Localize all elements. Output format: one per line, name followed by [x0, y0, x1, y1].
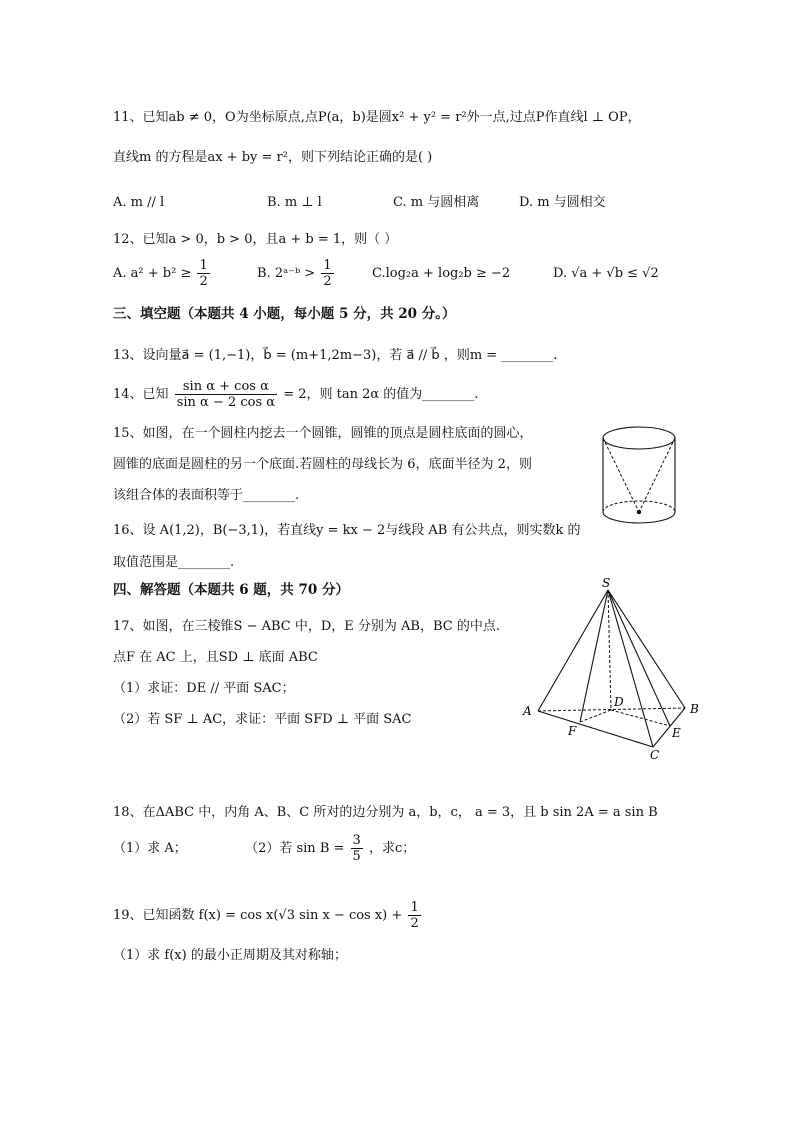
- q12-option-d: D. √a + √b ≤ √2: [553, 266, 659, 281]
- q11-option-c: C. m 与圆相离: [393, 195, 480, 210]
- section-4-heading: 四、解答题（本题共 6 题，共 70 分）: [113, 582, 349, 598]
- edge-SD: [608, 590, 611, 710]
- q12-option-a-numerator: 1: [199, 258, 208, 273]
- edge-SA: [538, 590, 608, 711]
- label-E: E: [672, 726, 681, 740]
- q12-option-b-fraction: [321, 258, 333, 289]
- q14-suffix: = 2，则 tan 2α 的值为________.: [283, 387, 479, 402]
- q13-line: 13、设向量a⃗ = (1,−1)，b⃗ = (m+1,2m−3)，若 a⃗ // b⃗ ，则m = ________.: [113, 348, 558, 363]
- section-3-heading: 三、填空题（本题共 4 小题，每小题 5 分，共 20 分。）: [113, 306, 456, 322]
- edge-FD: [580, 710, 611, 722]
- q19-sub1: （1）求 f(x) 的最小正周期及其对称轴；: [113, 948, 347, 963]
- q12-option-b-denominator: 2: [323, 274, 332, 289]
- q14-denominator: sin α − 2 cos α: [176, 395, 276, 410]
- q12-option-a-text: A. a² + b² ≥: [113, 266, 192, 281]
- q12-option-a-denominator: 2: [199, 274, 208, 289]
- q18-subquestions: [113, 831, 415, 867]
- q19-fraction: [408, 900, 420, 931]
- edge-SB: [608, 590, 685, 708]
- q12-stem: 12、已知a > 0，b > 0，且a + b = 1，则（ ）: [113, 232, 398, 247]
- q15-line3: 该组合体的表面积等于________.: [113, 488, 300, 503]
- q19-numerator: 1: [410, 900, 419, 915]
- q14-fraction: [175, 379, 277, 410]
- q17-line2: 点F 在 AC 上，且SD ⊥ 底面 ABC: [113, 650, 318, 665]
- q11-line2: 直线m 的方程是ax + by = r²，则下列结论正确的是( ): [113, 150, 433, 165]
- q18-sub2-denominator: 5: [352, 849, 361, 864]
- q11-option-d: D. m 与圆相交: [519, 195, 606, 210]
- edge-SF: [580, 590, 608, 722]
- q18-sub2-suffix: ，求c；: [368, 841, 416, 856]
- q18-sub2-numerator: 3: [352, 833, 361, 848]
- cylinder-top-ellipse: [603, 427, 675, 449]
- q18-sub2-prefix: （2）若 sin B =: [245, 841, 345, 856]
- q12-option-b-text: B. 2ᵃ⁻ᵇ >: [257, 266, 316, 281]
- q19-denominator: 2: [410, 916, 419, 931]
- q12-option-c: C.log₂a + log₂b ≥ −2: [372, 266, 511, 281]
- q12-option-a: [113, 256, 212, 292]
- q17-line1: 17、如图，在三棱锥S − ABC 中，D，E 分别为 AB，BC 的中点.: [113, 619, 500, 634]
- q12-option-b-numerator: 1: [323, 258, 332, 273]
- q14-prefix: 14、已知: [113, 387, 169, 402]
- q16-line1: 16、设 A(1,2)，B(−3,1)，若直线y = kx − 2与线段 AB 有公共点，则实数k 的: [113, 523, 581, 538]
- q11-option-a: A. m // l: [113, 195, 165, 210]
- q11-option-b: B. m ⊥ l: [267, 195, 322, 210]
- q18-line1: 18、在ΔABC 中，内角 A、B、C 所对的边分别为 a，b，c， a = 3，且 b sin 2A = a sin B: [113, 805, 658, 820]
- q12-option-a-fraction: [197, 258, 209, 289]
- q17-sub1: （1）求证：DE // 平面 SAC；: [113, 681, 295, 696]
- q17-sub2: （2）若 SF ⊥ AC，求证：平面 SFD ⊥ 平面 SAC: [113, 712, 412, 727]
- cone-apex-point: [637, 510, 641, 514]
- pyramid-figure: [515, 575, 710, 765]
- label-A: A: [523, 704, 532, 718]
- q11-line1: 11、已知ab ≠ 0，O为坐标原点,点P(a，b)是圆x² + y² = r²外一点,过点P作直线l ⊥ OP，: [113, 110, 641, 125]
- q15-line1: 15、如图，在一个圆柱内挖去一个圆锥，圆锥的顶点是圆柱底面的圆心，: [113, 426, 533, 441]
- q12-option-b: [257, 256, 336, 292]
- edge-SC: [608, 590, 653, 747]
- label-C: C: [650, 748, 660, 762]
- q18-sub2-fraction: [351, 833, 363, 864]
- q14-numerator: sin α + cos α: [175, 379, 277, 395]
- q15-line2: 圆锥的底面是圆柱的另一个底面.若圆柱的母线长为 6，底面半径为 2，则: [113, 457, 532, 472]
- q19-prefix: 19、已知函数 f(x) = cos x(√3 sin x − cos x) +: [113, 908, 403, 923]
- edge-DE: [611, 710, 670, 726]
- q16-line2: 取值范围是________.: [113, 555, 235, 570]
- q19-line: [113, 898, 423, 934]
- q18-sub1: （1）求 A；: [113, 841, 187, 856]
- label-D: D: [614, 695, 624, 709]
- label-F: F: [568, 724, 577, 738]
- label-B: B: [690, 702, 699, 716]
- cylinder-cone-figure: [595, 420, 685, 530]
- label-S: S: [602, 576, 611, 590]
- q14-line: [113, 377, 478, 413]
